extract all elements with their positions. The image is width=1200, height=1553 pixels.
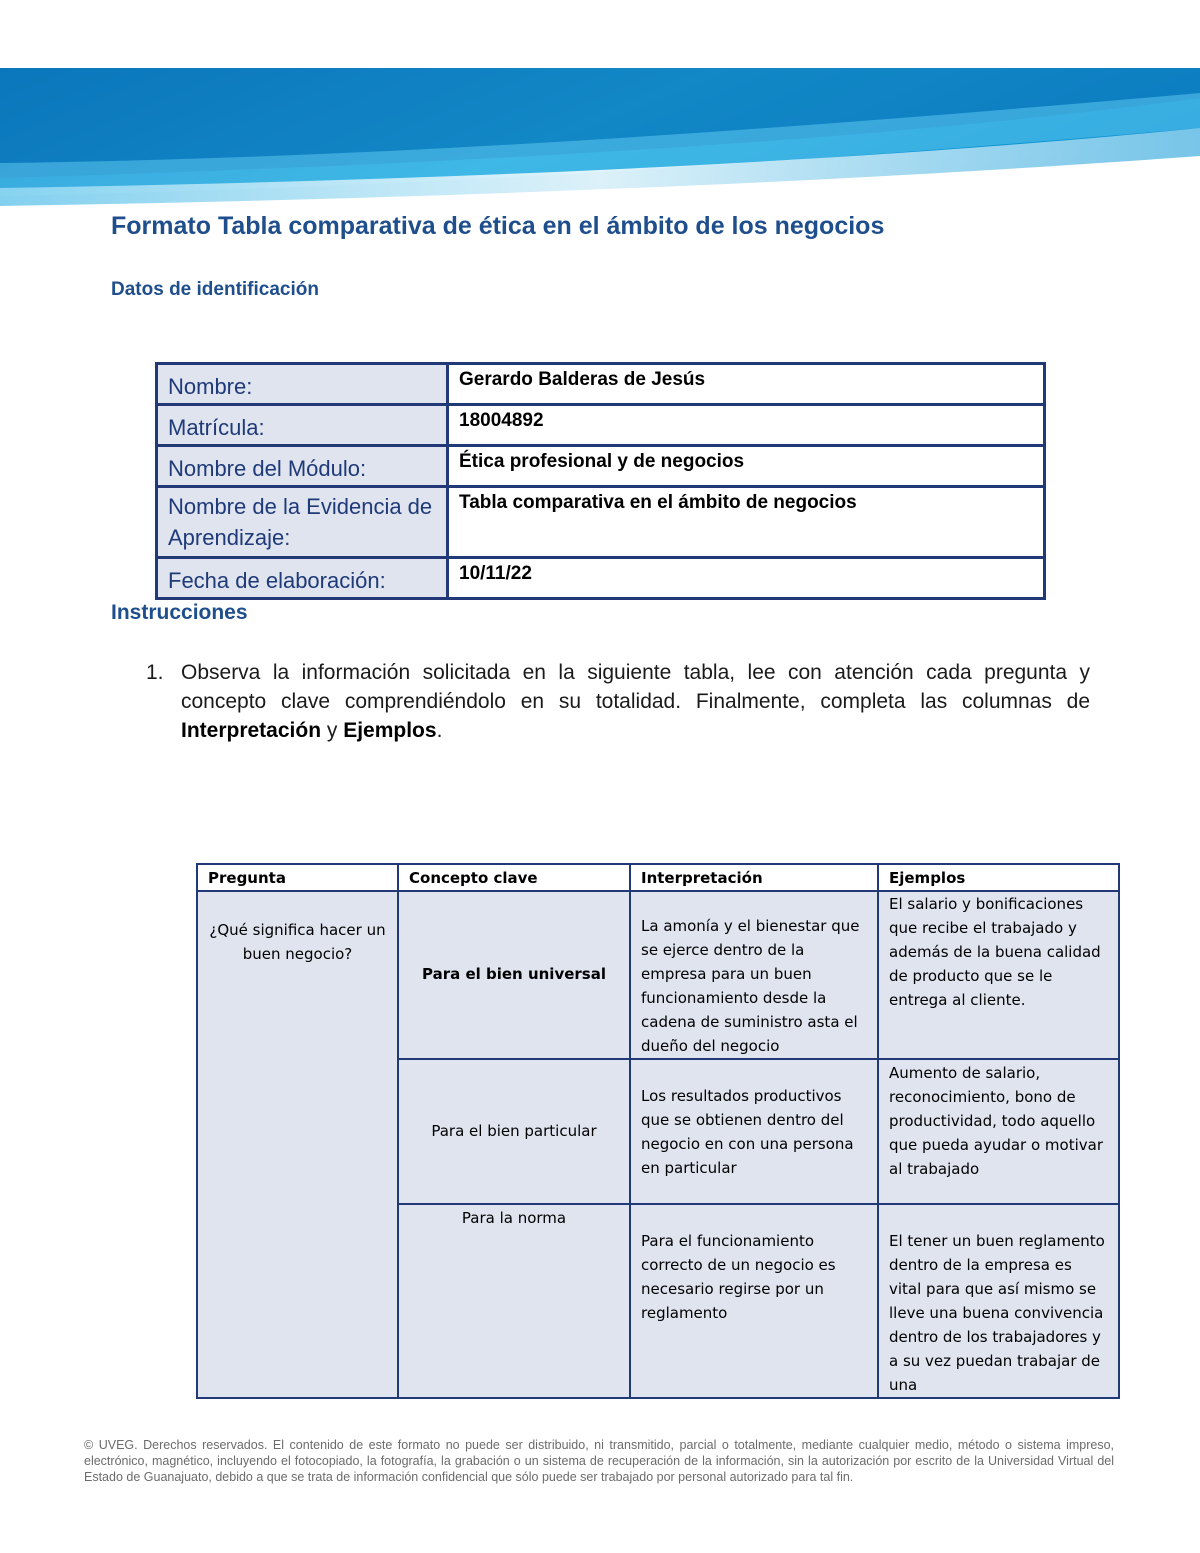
identification-table xyxy=(155,362,1046,600)
id-value: Tabla comparativa en el ámbito de negocios xyxy=(448,487,1045,558)
identification-heading: Datos de identificación xyxy=(111,279,319,300)
column-header: Interpretación xyxy=(630,864,878,891)
table-header-row xyxy=(197,864,1119,891)
instruction-text: Observa la información solicitada en la siguiente tabla, lee con atención cada pregunta y concepto clave comprendiéndolo en su totalidad. Finalmente, completa las columnas de Interpretación y Ejemplos. xyxy=(181,661,1090,742)
example-cell: El salario y bonificaciones que recibe el trabajado y además de la buena calidad de producto que se le entrega al cliente. xyxy=(878,891,1119,1059)
table-row xyxy=(157,364,1045,405)
column-header: Concepto clave xyxy=(398,864,630,891)
example-cell: El tener un buen reglamento dentro de la empresa es vital para que así mismo se lleve una buena convivencia dentro de los trabajadores y a su vez puedan trabajar de una xyxy=(878,1204,1119,1398)
id-label: Nombre de la Evidencia de Aprendizaje: xyxy=(157,487,448,558)
document-title: Formato Tabla comparativa de ética en el ámbito de los negocios xyxy=(111,212,885,240)
table-row xyxy=(197,891,1119,1059)
interpretation-cell: Los resultados productivos que se obtienen dentro del negocio en con una persona en particular xyxy=(630,1059,878,1204)
interpretation-cell: La amonía y el bienestar que se ejerce dentro de la empresa para un buen funcionamiento desde la cadena de suministro asta el dueño del negocio xyxy=(630,891,878,1059)
id-value: 18004892 xyxy=(448,405,1045,446)
id-label: Nombre: xyxy=(157,364,448,405)
id-value: 10/11/22 xyxy=(448,558,1045,599)
copyright-footer: © UVEG. Derechos reservados. El contenido de este formato no puede ser distribuido, ni transmitido, parcial o totalmente, mediante cualquier medio, método o sistema impreso, electrónico, magnético, incluyendo el fotocopiado, la fotografía, la grabación o un sistema de recuperación de la información, sin la autorización por escrito de la Universidad Virtual del Estado de Guanajuato, debido a que se trata de información confidencial que sólo puede ser trabajado por personal autorizado para tal fin. xyxy=(84,1438,1114,1484)
table-row xyxy=(157,487,1045,558)
comparison-table xyxy=(196,863,1120,1399)
question-cell: ¿Qué significa hacer un buen negocio? xyxy=(197,891,398,1398)
instruction-item xyxy=(146,658,1090,745)
concept-cell: Para el bien particular xyxy=(398,1059,630,1204)
table-row xyxy=(157,446,1045,487)
interpretation-cell: Para el funcionamiento correcto de un negocio es necesario regirse por un reglamento xyxy=(630,1204,878,1398)
id-label: Nombre del Módulo: xyxy=(157,446,448,487)
id-label: Matrícula: xyxy=(157,405,448,446)
header-banner xyxy=(0,68,1200,216)
id-value: Gerardo Balderas de Jesús xyxy=(448,364,1045,405)
id-label: Fecha de elaboración: xyxy=(157,558,448,599)
column-header: Pregunta xyxy=(197,864,398,891)
instruction-number: 1. xyxy=(146,661,164,684)
concept-cell: Para el bien universal xyxy=(398,891,630,1059)
table-row xyxy=(157,558,1045,599)
instructions-heading: Instrucciones xyxy=(111,601,248,624)
concept-cell: Para la norma xyxy=(398,1204,630,1398)
id-value: Ética profesional y de negocios xyxy=(448,446,1045,487)
table-row xyxy=(157,405,1045,446)
column-header: Ejemplos xyxy=(878,864,1119,891)
example-cell: Aumento de salario, reconocimiento, bono de productividad, todo aquello que pueda ayudar o motivar al trabajado xyxy=(878,1059,1119,1204)
